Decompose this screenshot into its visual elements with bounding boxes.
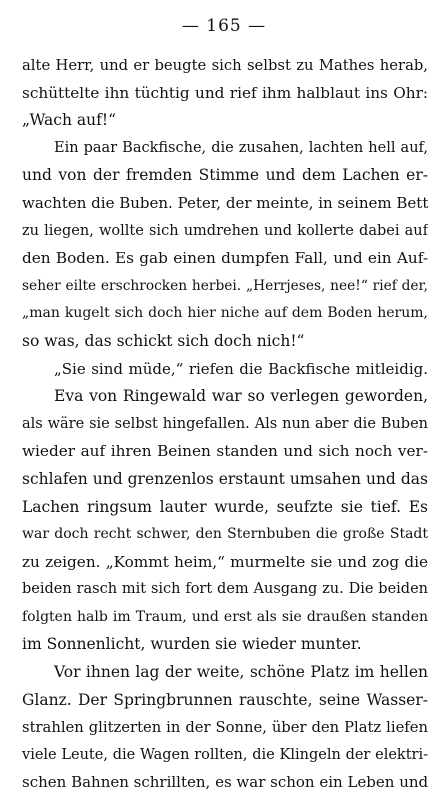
text-line: Glanz. Der Springbrunnen rauschte, seine Wasser- (22, 690, 428, 709)
text-line: „man kugelt sich doch hier niche auf dem Boden herum, (22, 305, 428, 322)
text-line: alte Herr, und er beugte sich selbst zu Mathes herab, (22, 57, 428, 74)
text-line: strahlen glitzerten in der Sonne, über den Platz liefen (22, 719, 428, 737)
text-line: schüttelte ihn tüchtig und rief ihm halblaut ins Ohr: (22, 83, 428, 102)
text-line: den Boden. Es gab einen dumpfen Fall, und ein Auf- (22, 249, 428, 268)
text-line: Eva von Ringewald war so verlegen geworden, (54, 387, 428, 406)
text-line: seher eilte erschrocken herbei. „Herrjeses, nee!“ rief der, (22, 277, 428, 294)
body-text (22, 52, 428, 797)
text-line: Lachen ringsum lauter wurde, seufzte sie tief. Es (22, 497, 428, 516)
text-line: im Sonnenlicht, wurden sie wieder munter. (22, 635, 362, 654)
text-line: „Wach auf!“ (22, 111, 117, 130)
text-line: Ein paar Backfische, die zusahen, lachten hell auf, (54, 139, 428, 156)
text-line: so was, das schickt sich doch nich!“ (22, 331, 305, 350)
text-line: viele Leute, die Wagen rollten, die Klingeln der elektri- (22, 746, 428, 763)
text-line: wachten die Buben. Peter, der meinte, in seinem Bett (22, 193, 428, 212)
page-number: — 165 — (181, 16, 267, 36)
text-line: Vor ihnen lag der weite, schöne Platz im hellen (54, 663, 428, 682)
text-line: schen Bahnen schrillten, es war schon ein Leben und (22, 773, 428, 792)
text-line: zu liegen, wollte sich umdrehen und kollerte dabei auf (22, 222, 428, 239)
text-line: und von der fremden Stimme und dem Lachen er- (22, 166, 428, 185)
text-line: beiden rasch mit sich fort dem Ausgang zu. Die beiden (22, 581, 428, 598)
text-line: wieder auf ihren Beinen standen und sich noch ver- (22, 442, 428, 461)
text-line: „Sie sind müde,“ riefen die Backfische mitleidig. (54, 359, 428, 378)
text-line: als wäre sie selbst hingefallen. Als nun aber die Buben (22, 415, 428, 432)
text-line: schlafen und grenzenlos erstaunt umsahen und das (22, 469, 428, 488)
text-line: folgten halb im Traum, und erst als sie draußen standen (22, 608, 428, 625)
text-line: zu zeigen. „Kommt heim,“ murmelte sie und zog die (22, 552, 428, 571)
text-line: war doch recht schwer, den Sternbuben die große Stadt (22, 526, 428, 543)
